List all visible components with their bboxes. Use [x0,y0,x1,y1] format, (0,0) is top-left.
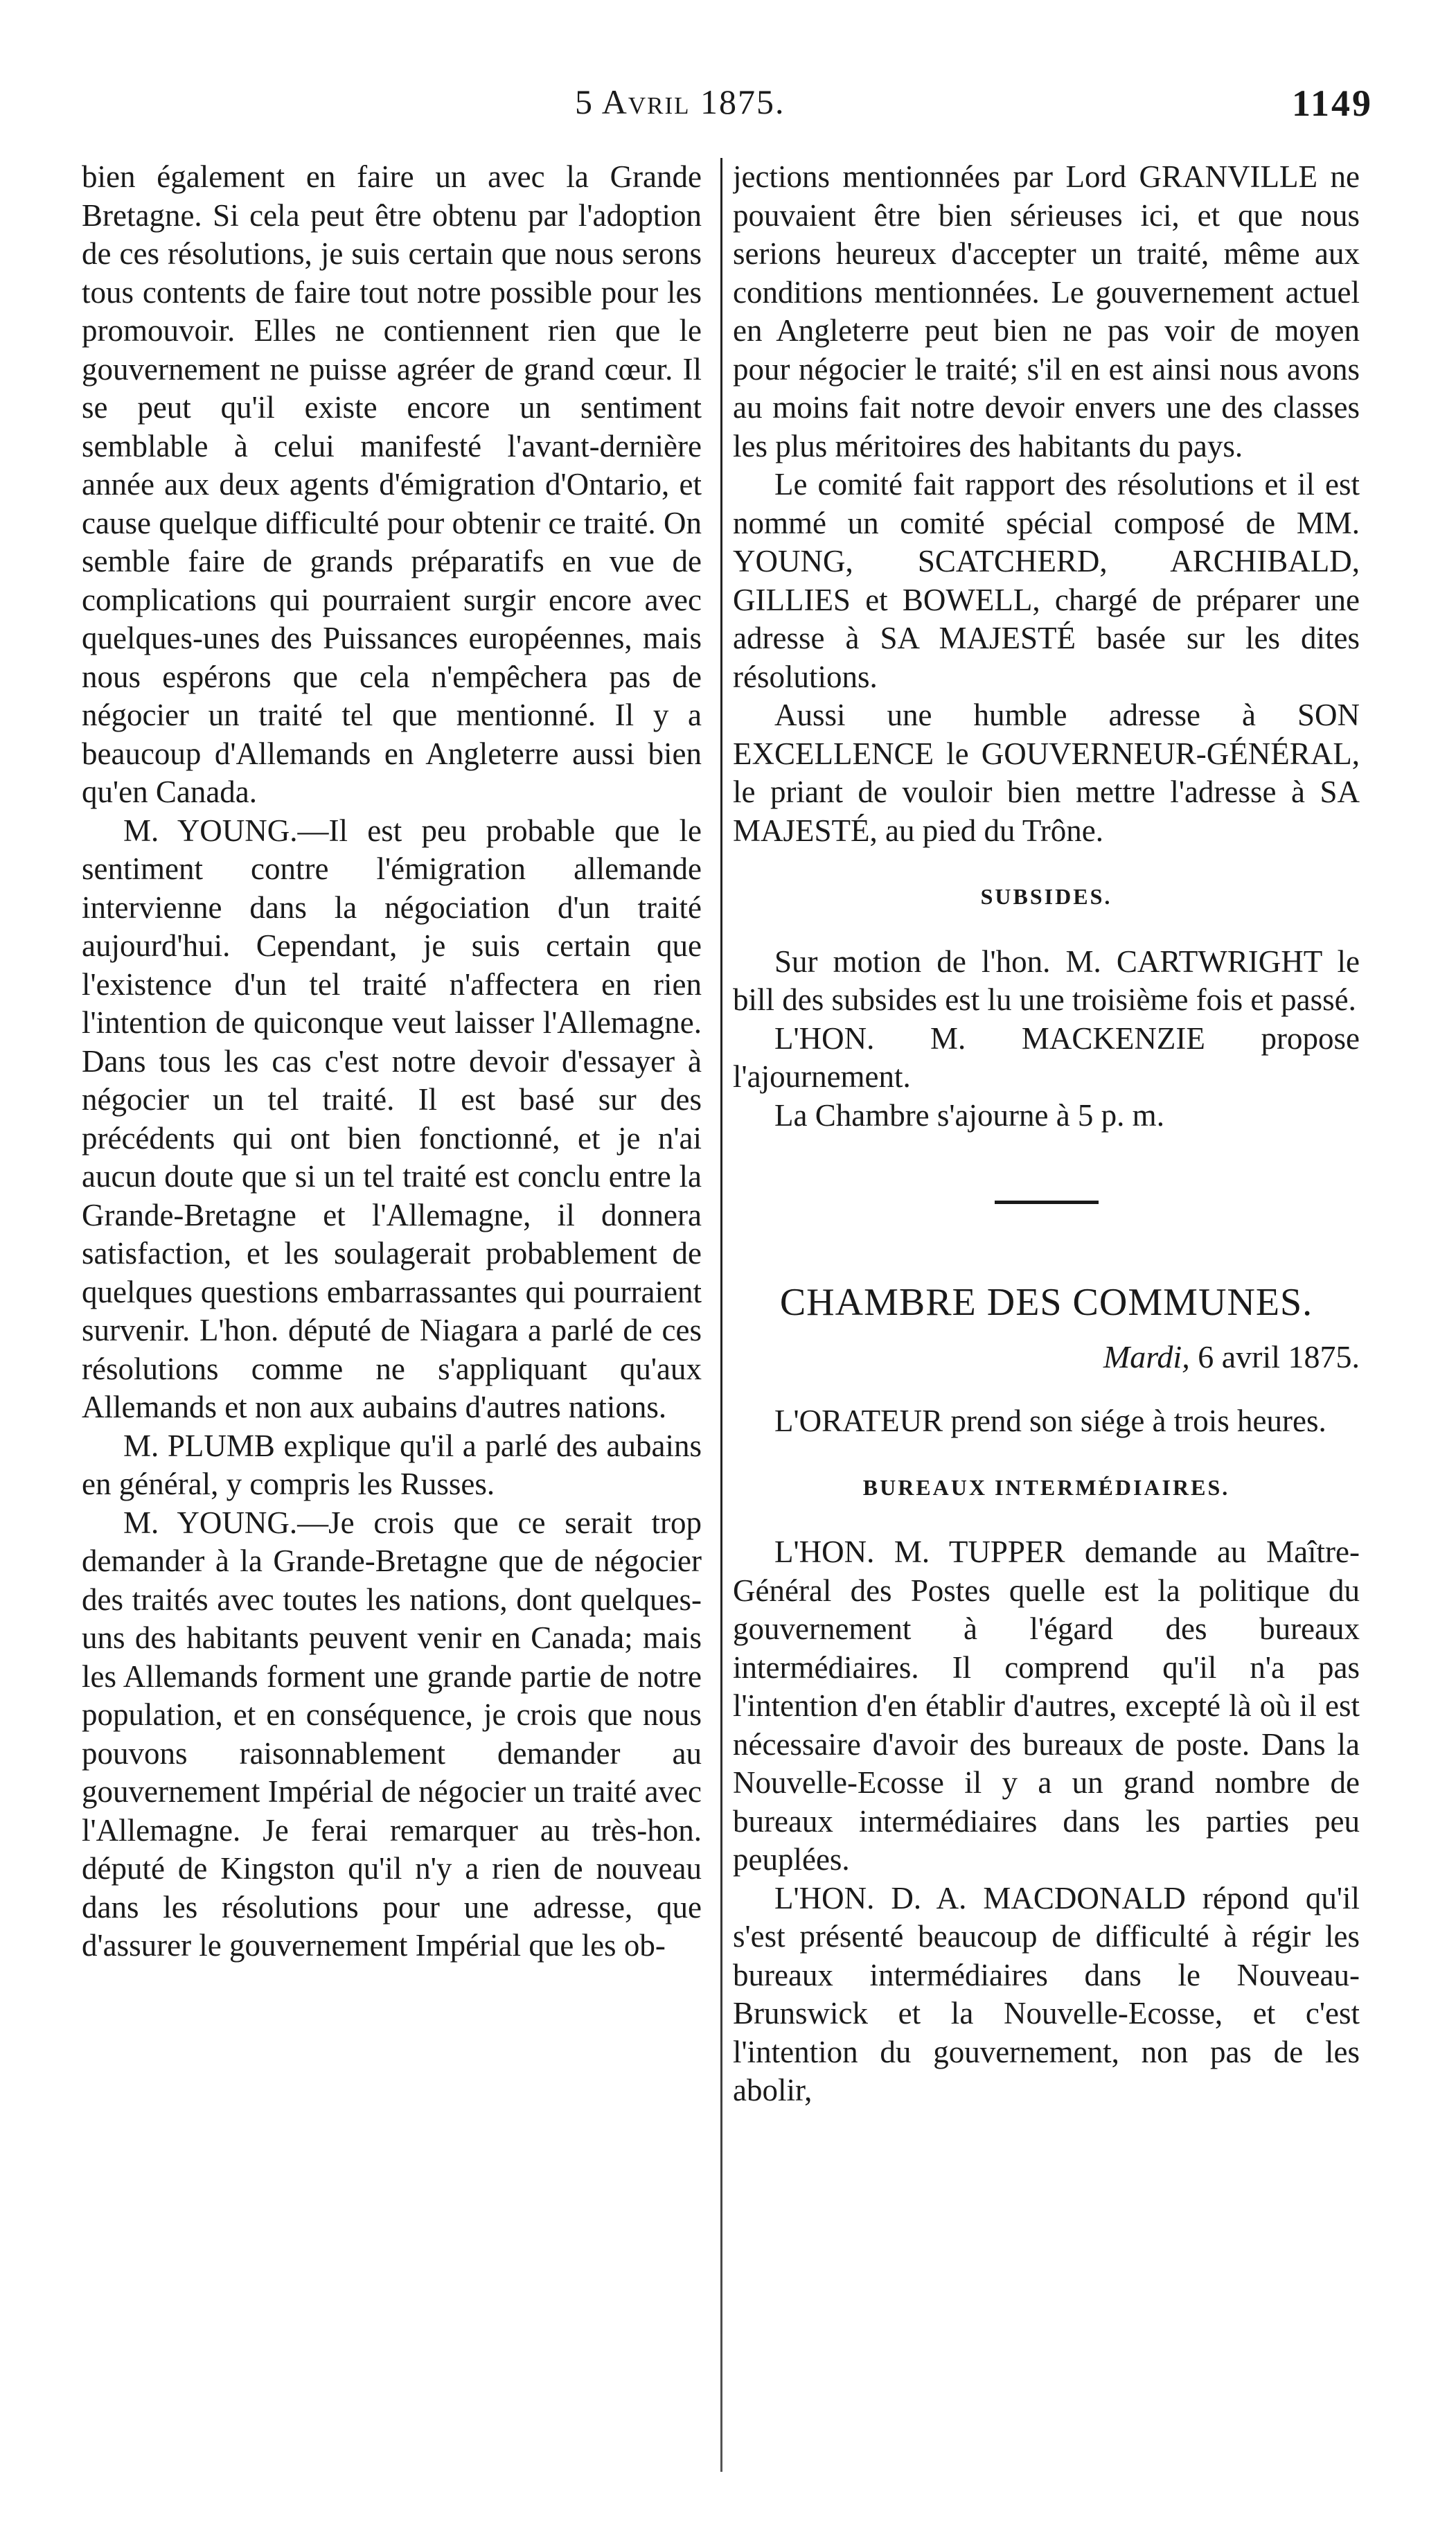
page-number: 1149 [1291,82,1373,124]
header-date: 5 Avril 1875. [575,82,785,121]
sitting-date-rest: 6 avril 1875. [1198,1338,1360,1374]
subsides-paragraph-1: Sur motion de l'hon. M. CARTWRIGHT le bill des subsides est lu une troisième fois et passé. [733,944,1360,1017]
right-column [733,158,1360,2472]
left-paragraph-3: M. PLUMB explique qu'il a parlé des aubains en général, y compris les Russes. [82,1428,702,1501]
right-paragraph-1: jections mentionnées par Lord GRANVILLE ne pouvaient être bien sérieuses ici, et que nous serions heureux d'accepter un traité, même aux conditions mentionnées. Le gouvernement actuel en Angleterre peut bien ne pas voir de moyen pour négocier le traité; s'il en est ainsi nous avons au moins fait notre devoir envers une des classes les plus méritoires des habitants du pays. [733,159,1360,463]
bureaux-paragraph-1: L'HON. M. TUPPER demande au Maître-Général des Postes quelle est la politique du gouvernement à l'égard des bureaux intermédiaires. Il comprend qu'il n'a pas l'intention d'en établir d'autres, excepté là où il est nécessaire d'avoir des bureaux de poste. Dans la Nouvelle-Ecosse il y a un grand nombre de bureaux intermédiaires dans les parties peu peuplées. [733,1534,1360,1877]
column-divider [720,158,722,2472]
sitting-date-day: Mardi, [1103,1338,1190,1374]
section-heading-subsides: SUBSIDES. [980,884,1112,909]
left-column [82,158,702,2472]
left-paragraph-4: M. YOUNG.—Je crois que ce serait trop demander à la Grande-Bretagne que de négocier des traités avec toutes les nations, dont quelques-uns des habitants peuvent venir en Canada; mais les Allemands forment une grande partie de notre population, et en conséquence, je crois que nous pouvons raisonnablement demander au gouvernement Impérial de négocier un traité avec l'Allemagne. Je ferai remarquer au très-hon. député de Kingston qu'il n'y a rien de nouveau dans les résolutions pour une adresse, que d'assurer le gouvernement Impérial que les ob- [82,1505,702,1963]
left-paragraph-1: bien également en faire un avec la Grande Bretagne. Si cela peut être obtenu par l'adoption de ces résolutions, je suis certain que nous serons tous contents de faire tout notre possible pour les promouvoir. Elles ne contiennent rien que le gouvernement ne puisse agréer de grand cœur. Il se peut qu'il existe encore un sentiment semblable à celui manifesté l'avant-dernière année aux deux agents d'émigration d'Ontario, et cause quelque difficulté pour obtenir ce traité. On semble faire de grands préparatifs en vue de complications qui pourraient surgir encore avec quelques-unes des Puissances européennes, mais nous espérons que cela n'empêchera pas de négocier un traité tel que mentionné. Il y a beaucoup d'Allemands en Angleterre aussi bien qu'en Canada. [82,159,702,809]
page-header [0,82,1456,137]
section-rule [995,1201,1099,1204]
chamber-title: CHAMBRE DES COMMUNES. [779,1281,1313,1324]
right-paragraph-2: Le comité fait rapport des résolutions et il est nommé un comité spécial composé de MM. YOUNG, SCATCHERD, ARCHIBALD, GILLIES et BOWELL, chargé de préparer une adresse à SA MAJESTÉ basée sur les dites résolutions. [733,467,1360,694]
sitting-date [733,1338,1360,1377]
subsides-paragraph-2: L'HON. M. MACKENZIE propose l'ajournement. [733,1020,1360,1094]
orateur-paragraph: L'ORATEUR prend son siége à trois heures. [774,1404,1326,1438]
right-paragraph-3: Aussi une humble adresse à SON EXCELLENCE le GOUVERNEUR-GÉNÉRAL, le priant de vouloir bien mettre l'adresse à SA MAJESTÉ, au pied du Trône. [733,698,1360,848]
left-paragraph-2: M. YOUNG.—Il est peu probable que le sentiment contre l'émigration allemande intervienne dans la négociation d'un traité aujourd'hui. Cependant, je suis certain que l'existence d'un tel traité n'affectera en rien l'intention de quiconque veut laisser l'Allemagne. Dans tous les cas c'est notre devoir d'essayer à négocier un tel traité. Il est basé sur des précédents qui ont bien fonctionné, et je n'ai aucun doute que si un tel traité est conclu entre la Grande-Bretagne et l'Allemagne, il donnera satisfaction, et les soulagerait probablement de quelques questions embarrassantes qui pourraient survenir. L'hon. député de Niagara a parlé de ces résolutions comme ne s'appliquant qu'aux Allemands et non aux aubains d'autres nations. [82,813,702,1424]
bureaux-paragraph-2: L'HON. D. A. MACDONALD répond qu'il s'est présenté beaucoup de difficulté à régir les bureaux intermédiaires dans le Nouveau-Brunswick et la Nouvelle-Ecosse, et c'est l'intention du gouvernement, non pas de les abolir, [733,1880,1360,2107]
section-heading-bureaux: BUREAUX INTERMÉDIAIRES. [862,1474,1230,1500]
subsides-paragraph-3: La Chambre s'ajourne à 5 p. m. [774,1097,1164,1133]
